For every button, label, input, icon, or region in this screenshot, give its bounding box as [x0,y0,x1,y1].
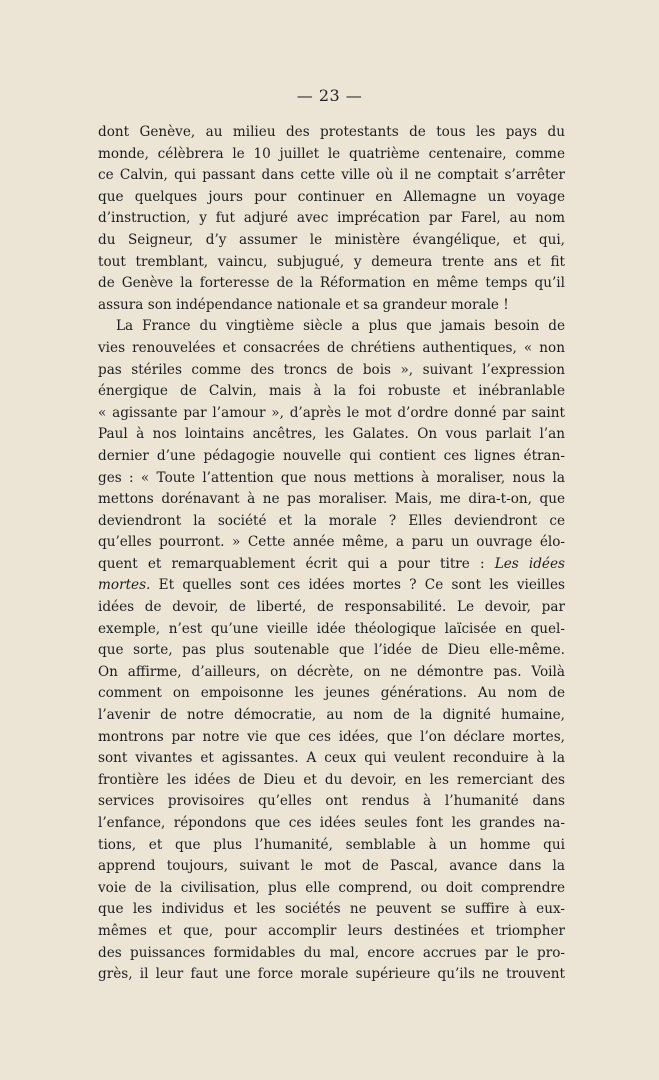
text-line: que sorte, pas plus soutenable que l’idée de Dieu elle-même. [98,642,565,659]
text-line: l’avenir de notre démocratie, au nom de la dignité humaine, [98,707,565,724]
text-line: ce Calvin, qui passant dans cette ville où il ne comptait s’arrêter [98,167,565,184]
text-line-with-title [98,575,565,597]
text-line: que quelques jours pour continuer en Allemagne un voyage [98,188,565,205]
text-line: apprend toujours, suivant le mot de Pascal, avance dans la [98,858,565,875]
text-line: mettons dorénavant à ne pas moraliser. Mais, me dira-t-on, que [98,491,565,508]
text-line: montrons par notre vie que ces idées, que l’on déclare mortes, [98,728,565,745]
text-line: Paul à nos lointains ancêtres, les Galates. On vous parlait l’an [98,426,565,443]
book-title-end: mortes. [98,577,151,594]
text-line: des puissances formidables du mal, encore accrues par le pro- [98,944,565,961]
text-line: deviendront la société et la morale ? Elles deviendront ce [98,512,565,529]
body-text [98,122,565,986]
text-segment: quent et remarquablement écrit qui a pour titre : [98,555,495,572]
text-line: services provisoires qu’elles ont rendus à l’humanité dans [98,793,565,810]
text-line: dont Genève, au milieu des protestants de tous les pays du [98,124,565,140]
text-line: grès, il leur faut une force morale supérieure qu’ils ne trouvent [98,966,565,983]
text-line: voie de la civilisation, plus elle comprend, ou doit comprendre [98,879,565,896]
text-line: tions, et que plus l’humanité, semblable à un homme qui [98,836,565,853]
text-line: énergique de Calvin, mais à la foi robuste et inébranlable [98,383,565,400]
text-line: l’enfance, répondons que ces idées seules font les grandes na- [98,815,565,831]
text-line: vies renouvelées et consacrées de chrétiens authentiques, « non [98,339,565,356]
text-line: ges : « Toute l’attention que nous mettions à moraliser, nous la [98,469,565,486]
text-line: sont vivantes et agissantes. A ceux qui veulent reconduire à la [98,750,565,767]
text-line: frontière les idées de Dieu et du devoir, en les remerciant des [98,771,565,788]
text-line: mêmes et que, pour accomplir leurs destinées et triompher [98,922,565,939]
text-line: qu’elles pourront. » Cette année même, a paru un ouvrage élo- [98,534,565,551]
text-line: comment on empoisonne les jeunes générations. Au nom de [98,685,565,702]
text-line: d’instruction, y fut adjuré avec imprécation par Farel, au nom [98,210,565,227]
paragraph-start-line: La France du vingtième siècle a plus que jamais besoin de [116,318,565,335]
text-line: pas stériles comme des troncs de bois », suivant l’expression [98,361,565,378]
text-line: dernier d’une pédagogie nouvelle qui contient ces lignes étran- [98,447,565,464]
paragraph-end-line: assura son indépendance nationale et sa grandeur morale ! [98,296,509,313]
text-line: monde, célèbrera le 10 juillet le quatrième centenaire, comme [98,145,565,162]
text-line: On affirme, d’ailleurs, on décrète, on ne démontre pas. Voilà [98,663,565,680]
text-line: de Genève la forteresse de la Réformation en même temps qu’il [98,275,565,292]
text-line: tout tremblant, vaincu, subjugué, y demeura trente ans et fit [98,253,565,270]
page-number: — 23 — [296,86,363,105]
text-line: « agissante par l’amour », d’après le mot d’ordre donné par saint [98,404,565,421]
text-line: que les individus et les sociétés ne peuvent se suffire à eux- [98,901,565,918]
text-line-with-title [98,554,565,576]
text-line: du Seigneur, d’y assumer le ministère évangélique, et qui, [98,231,565,248]
book-title: Les idées [494,555,565,572]
text-segment: Et quelles sont ces idées mortes ? Ce sont les vieilles [150,577,565,594]
text-line: idées de devoir, de liberté, de responsabilité. Le devoir, par [98,599,565,616]
text-line: exemple, n’est qu’une vieille idée théologique laïcisée en quel- [98,620,565,637]
